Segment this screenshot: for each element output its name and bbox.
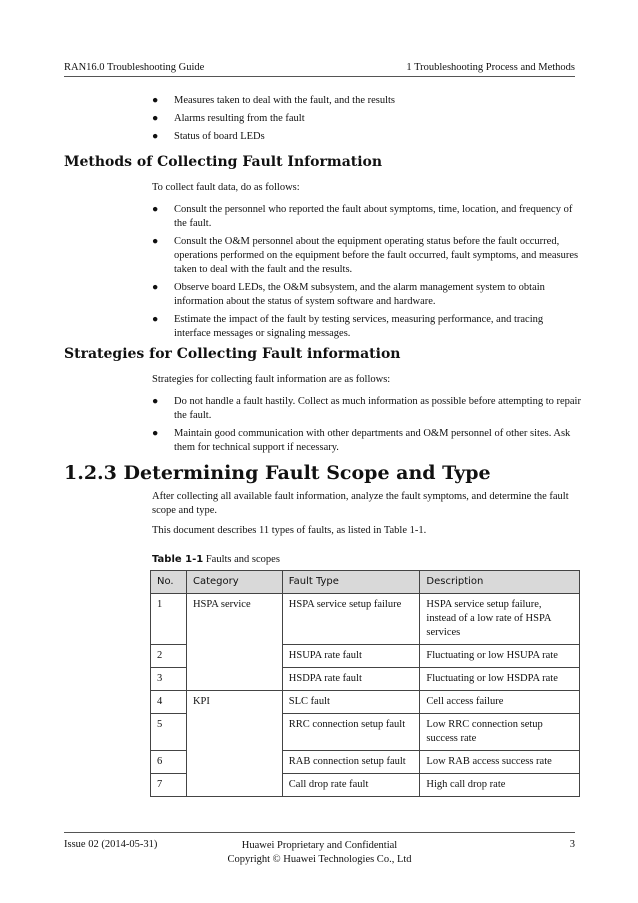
- cell-no: 5: [151, 714, 187, 751]
- methods-section-body: [152, 181, 582, 345]
- bullet-icon: ●: [152, 204, 159, 215]
- section-heading-fault-scope: 1.2.3 Determining Fault Scope and Type: [64, 462, 491, 484]
- cell-fault-type: HSPA service setup failure: [282, 594, 420, 645]
- bullet-icon: ●: [152, 314, 159, 325]
- methods-intro: To collect fault data, do as follows:: [152, 182, 300, 193]
- cell-fault-type: SLC fault: [282, 691, 420, 714]
- strategies-section-body: [152, 373, 582, 459]
- strategies-intro: Strategies for collecting fault information are as follows:: [152, 374, 391, 385]
- list-item: ● Consult the personnel who reported the fault about symptoms, time, location, and frequency of the fault.: [152, 204, 573, 229]
- table-caption: [152, 554, 280, 565]
- page-footer: [64, 832, 575, 865]
- footer-copyright-line: Copyright © Huawei Technologies Co., Ltd: [227, 854, 412, 865]
- intro-bullet-list: [152, 94, 582, 148]
- column-header-category: Category: [186, 571, 282, 594]
- table-caption-label: Table 1-1: [152, 554, 204, 565]
- list-item: ● Estimate the impact of the fault by testing services, measuring performance, and tracing interface messages or signaling messages.: [152, 314, 544, 339]
- cell-description: Fluctuating or low HSDPA rate: [420, 668, 580, 691]
- table-row: [151, 594, 580, 645]
- table-header-row: [151, 571, 580, 594]
- cell-no: 1: [151, 594, 187, 645]
- cell-no: 7: [151, 774, 187, 797]
- column-header-fault-type: Fault Type: [282, 571, 420, 594]
- bullet-icon: ●: [152, 396, 159, 407]
- section-heading-methods: Methods of Collecting Fault Information: [64, 154, 383, 170]
- cell-category: KPI: [186, 691, 282, 797]
- fault-scope-paragraph-2: This document describes 11 types of faults, as listed in Table 1-1.: [152, 525, 427, 536]
- list-item: ● Status of board LEDs: [152, 131, 265, 142]
- table-caption-text: Faults and scopes: [203, 554, 280, 565]
- bullet-icon: ●: [152, 131, 159, 142]
- header-chapter-title: 1 Troubleshooting Process and Methods: [406, 62, 575, 73]
- list-item: ● Alarms resulting from the fault: [152, 113, 305, 124]
- cell-description: High call drop rate: [420, 774, 580, 797]
- cell-description: HSPA service setup failure, instead of a low rate of HSPA services: [420, 594, 580, 645]
- fault-scope-body: [152, 490, 582, 538]
- running-header: [64, 58, 575, 77]
- bullet-icon: ●: [152, 113, 159, 124]
- footer-copyright: [64, 839, 575, 867]
- page-number: 3: [569, 839, 575, 850]
- bullet-icon: ●: [152, 428, 159, 439]
- column-header-no: No.: [151, 571, 187, 594]
- cell-fault-type: HSUPA rate fault: [282, 645, 420, 668]
- bullet-icon: ●: [152, 282, 159, 293]
- list-item: ● Consult the O&M personnel about the equipment operating status before the fault occurred, operations performed on the equipment before the fault occurred, fault symptoms, and measures taken to deal with the fault and the results.: [152, 236, 579, 275]
- footer-issue: Issue 02 (2014-05-31): [64, 839, 158, 850]
- fault-scope-paragraph-1: After collecting all available fault information, analyze the fault symptoms, and determine the fault scope and type.: [152, 491, 569, 516]
- cell-no: 4: [151, 691, 187, 714]
- cell-no: 6: [151, 751, 187, 774]
- list-item: ● Observe board LEDs, the O&M subsystem, and the alarm management system to obtain information about the status of system software and hardware.: [152, 282, 545, 307]
- list-item: ● Measures taken to deal with the fault, and the results: [152, 95, 396, 106]
- section-heading-strategies: Strategies for Collecting Fault information: [64, 346, 401, 362]
- cell-description: Fluctuating or low HSUPA rate: [420, 645, 580, 668]
- column-header-description: Description: [420, 571, 580, 594]
- cell-description: Low RAB access success rate: [420, 751, 580, 774]
- bullet-icon: ●: [152, 95, 159, 106]
- list-item: ● Do not handle a fault hastily. Collect as much information as possible before attempting to repair the fault.: [152, 396, 581, 421]
- list-item: ● Maintain good communication with other departments and O&M personnel of other sites. Ask them for technical support if necessary.: [152, 428, 571, 453]
- cell-fault-type: HSDPA rate fault: [282, 668, 420, 691]
- cell-fault-type: RAB connection setup fault: [282, 751, 420, 774]
- cell-category: HSPA service: [186, 594, 282, 691]
- cell-description: Low RRC connection setup success rate: [420, 714, 580, 751]
- faults-table: [150, 570, 580, 797]
- cell-no: 3: [151, 668, 187, 691]
- table-row: [151, 691, 580, 714]
- bullet-icon: ●: [152, 236, 159, 247]
- cell-description: Cell access failure: [420, 691, 580, 714]
- cell-no: 2: [151, 645, 187, 668]
- header-document-title: RAN16.0 Troubleshooting Guide: [64, 62, 205, 73]
- footer-confidential: Huawei Proprietary and Confidential: [241, 840, 398, 851]
- cell-fault-type: Call drop rate fault: [282, 774, 420, 797]
- cell-fault-type: RRC connection setup fault: [282, 714, 420, 751]
